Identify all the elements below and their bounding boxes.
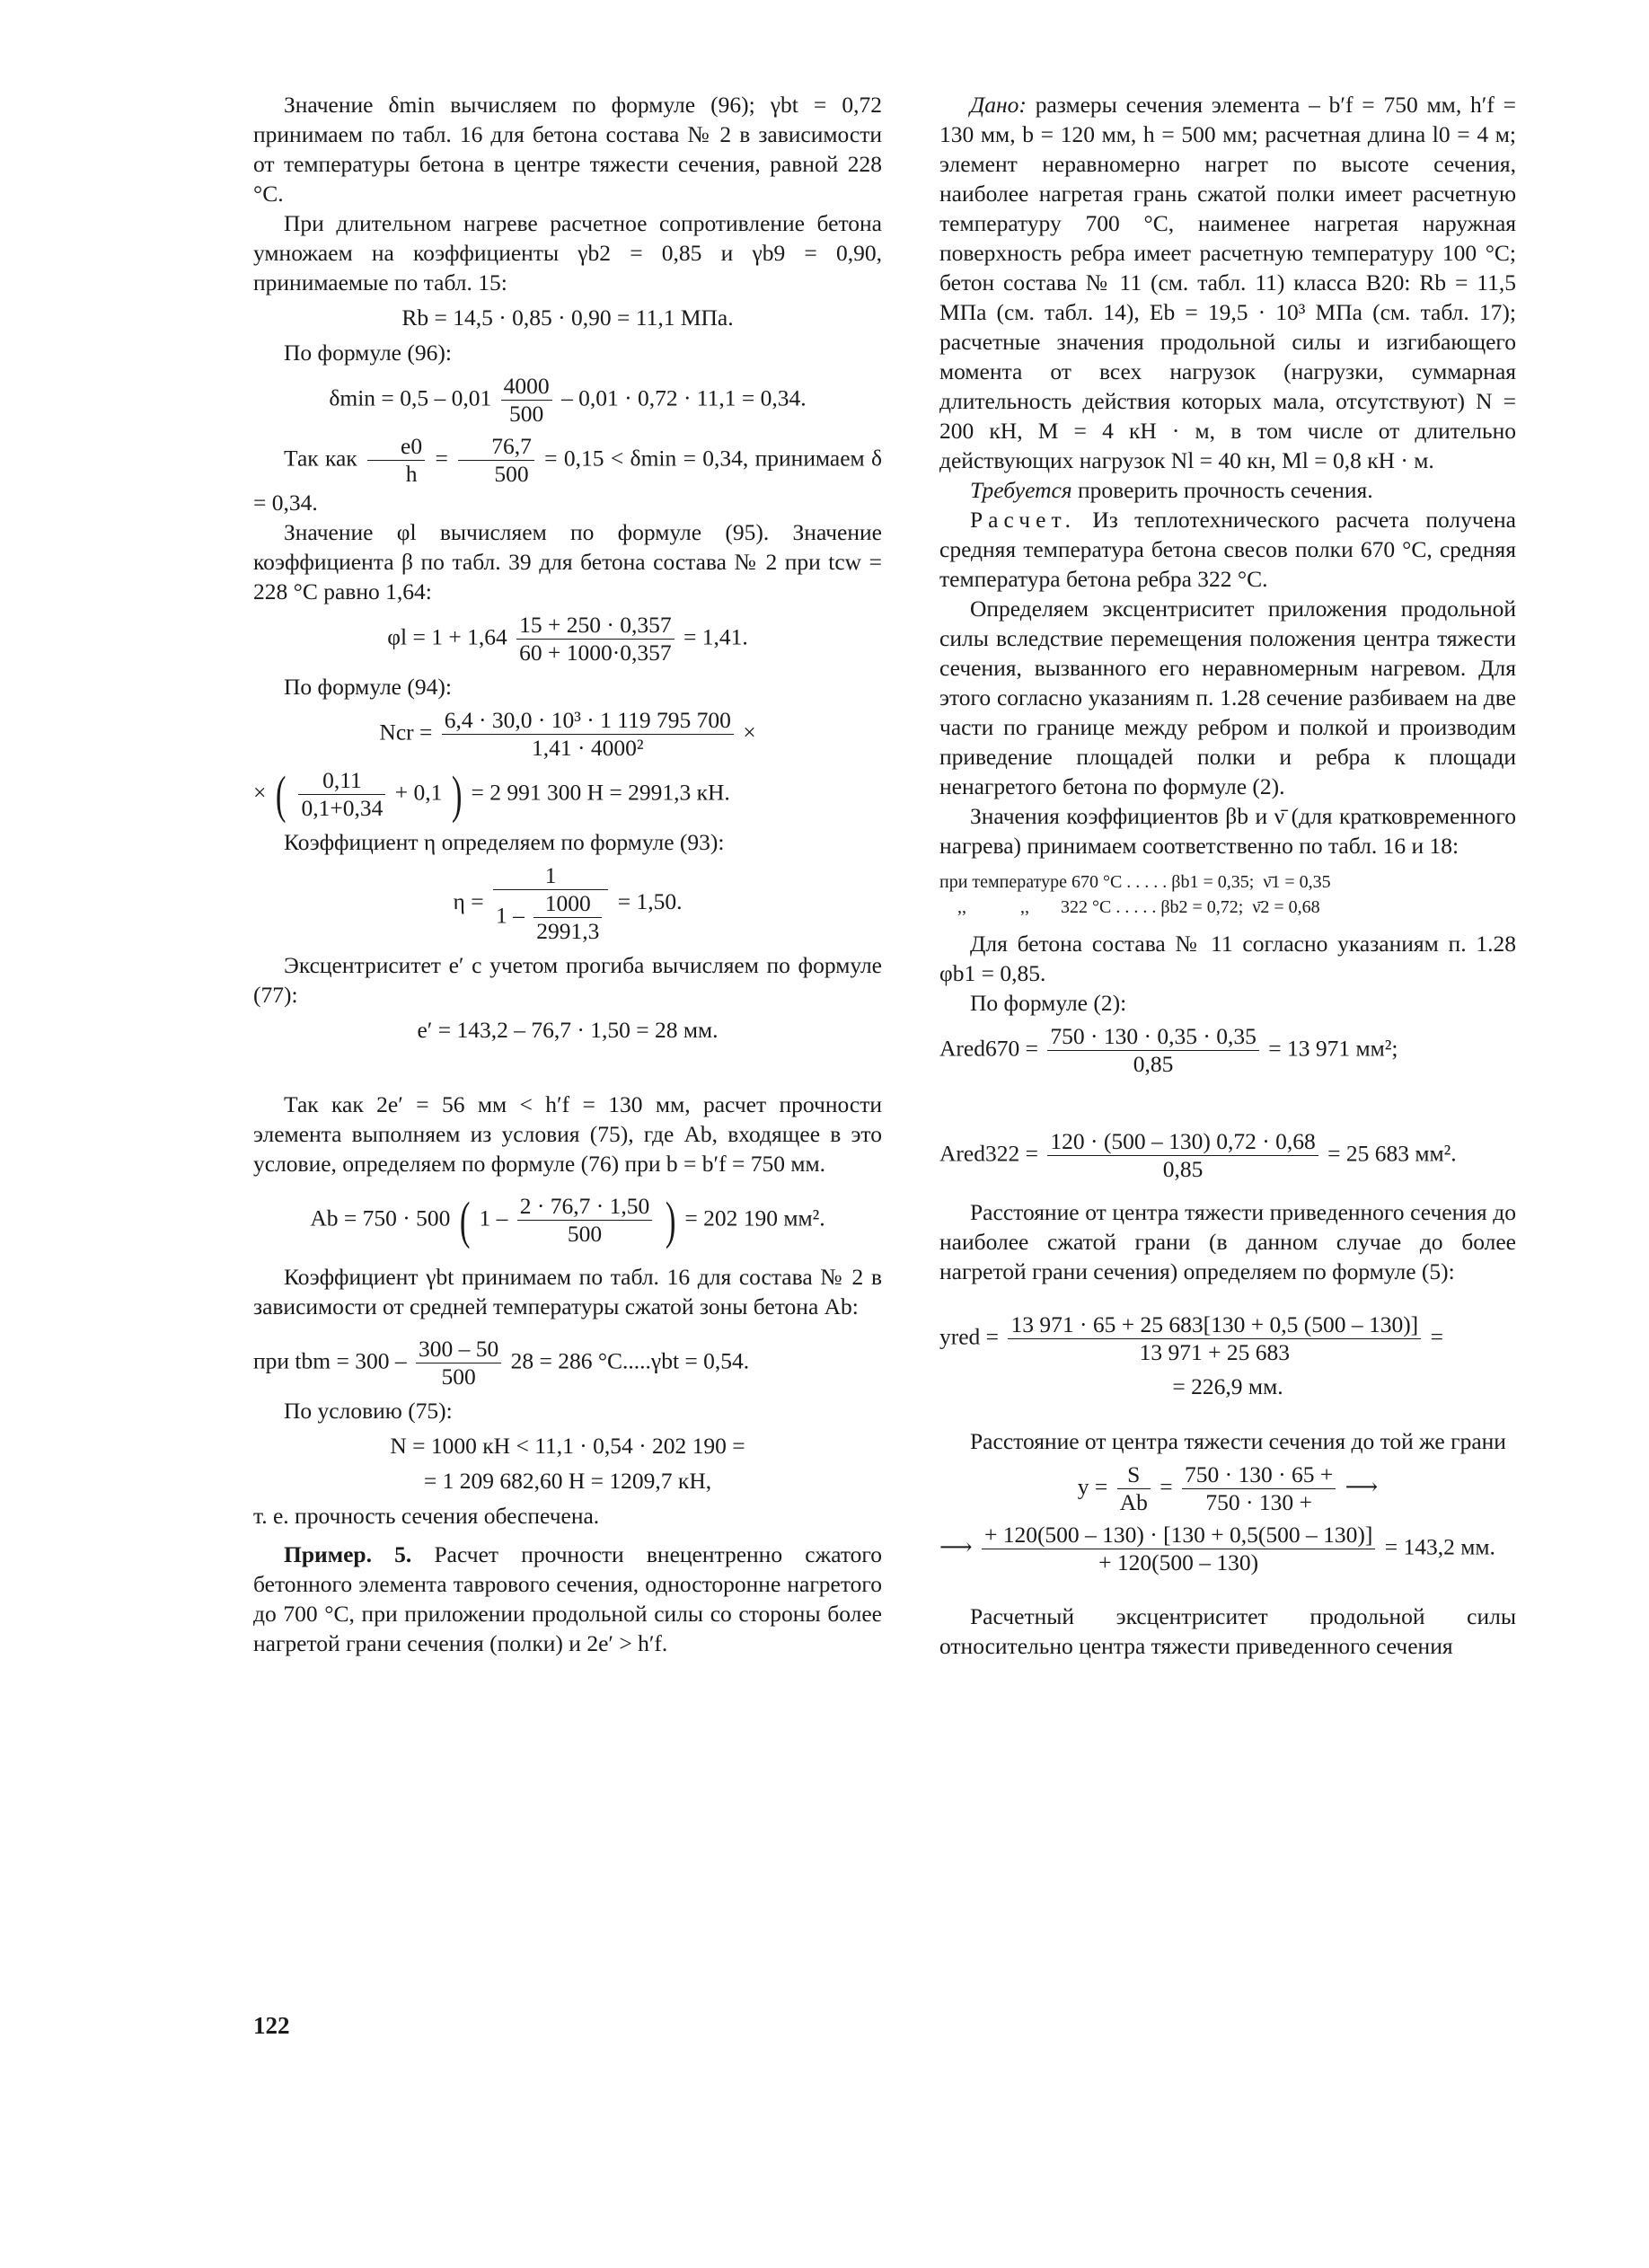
equation-ared322 xyxy=(939,1128,1516,1183)
fraction xyxy=(501,373,552,428)
denominator: 13 971 + 25 683 xyxy=(1139,1339,1291,1365)
numerator: 300 – 50 xyxy=(416,1336,501,1363)
equation-yred-result: = 226,9 мм. xyxy=(1172,1373,1283,1399)
fraction xyxy=(534,890,602,945)
right-paren: ) xyxy=(451,764,463,824)
paragraph: Коэффициент γbt принимаем по табл. 16 для состава № 2 в зависимости от средней температуры сжатой зоны бетона Ab: xyxy=(253,1264,882,1319)
eq-text: δmin = 0,5 – 0,01 xyxy=(329,384,492,411)
required-label: Требуется xyxy=(970,477,1072,503)
fraction xyxy=(1047,1128,1318,1183)
denominator: 500 xyxy=(441,1363,476,1390)
denominator: 0,1+0,34 xyxy=(301,795,384,821)
fraction xyxy=(493,862,608,945)
numerator: 0,11 xyxy=(298,767,385,795)
fraction xyxy=(516,612,675,666)
denominator: Ab xyxy=(1119,1489,1148,1515)
eq-text: Ab = 750 · 500 xyxy=(310,1205,451,1231)
fraction xyxy=(982,1522,1375,1576)
left-paren: ( xyxy=(275,764,287,824)
numerator: 750 · 130 · 0,35 · 0,35 xyxy=(1047,1023,1258,1051)
coef-row-1: при температуре 670 °С . . . . . βb1 = 0,35; ν̄1 = 0,35 xyxy=(939,872,1331,892)
paragraph: Определяем эксцентриситет приложения продольной силы вследствие перемещения положения центра тяжести сечения, вызванного его неравномерным нагревом. Для этого согласно указаниям п. 1.28 сечение разбиваем на две части по границе между ребром и полкой и производим приведение площадей полки и ребра к площади ненагретого бетона по формуле (2). xyxy=(939,596,1516,799)
left-paren: ( xyxy=(459,1190,471,1249)
equation-ncr xyxy=(253,707,882,762)
eq-text: – 0,01 · 0,72 · 11,1 = 0,34. xyxy=(560,384,807,411)
denominator: 500 xyxy=(494,461,529,487)
numerator: 15 + 250 · 0,357 xyxy=(516,612,675,640)
fraction xyxy=(1117,1461,1151,1516)
paragraph: При длительном нагреве расчетное сопротивление бетона умножаем на коэффициенты γb2 = 0,85 и γb9 = 0,90, принимаемые по табл. 15: xyxy=(253,210,882,296)
eq-text: = 202 190 мм². xyxy=(684,1205,825,1231)
numerator: 4000 xyxy=(501,373,552,401)
calc-label: Расчет. xyxy=(970,507,1077,533)
paragraph: Так как 2e′ = 56 мм < h′f = 130 мм, расчет прочности элемента выполняем из условия (75), где Ab, входящее в это условие, определяем по формуле (76) при b = b′f = 750 мм. xyxy=(253,1091,882,1177)
equation-ared670 xyxy=(939,1023,1516,1078)
eq-text: × xyxy=(253,779,267,806)
eq-text: = 13 971 мм²; xyxy=(1268,1035,1398,1062)
fraction xyxy=(367,433,425,488)
paragraph: т. е. прочность сечения обеспечена. xyxy=(253,1503,600,1529)
equation-n1: N = 1000 кН < 11,1 · 0,54 · 202 190 = xyxy=(390,1433,745,1459)
denominator: 1,41 · 4000² xyxy=(532,735,644,761)
eq-text: 1 – xyxy=(495,902,525,929)
eq-text: = 25 683 мм². xyxy=(1327,1140,1457,1167)
eq-text: при tbm = 300 – xyxy=(253,1347,407,1374)
text: размеры сечения элемента – b′f = 750 мм, h′f = 130 мм, b = 120 мм, h = 500 мм; расчетная длина l0 = 4 м; элемент неравномерно нагрет по высоте сечения, наиболее нагретая грань сжатой полки имеет расчетную температуру 700 °С, наименее нагретая наружная поверхность ребра имеет расчетную температуру 100 °С; бетон состава № 11 (см. табл. 11) класса В20: Rb = 11,5 МПа (см. табл. 14), Eb = 19,5 · 10³ МПа (см. табл. 17); расчетные значения продольной силы и изгибающего момента от всех нагрузок (нагрузки, суммарная длительность действия которых мала, отсутствуют) N = 200 кН, M = 4 кН · м, в том числе от длительно действующих нагрузок Nl = 40 кн, Ml = 0,8 кН · м. xyxy=(939,92,1517,473)
paragraph: По условию (75): xyxy=(284,1398,453,1424)
denominator: 0,85 xyxy=(1162,1156,1204,1182)
fraction xyxy=(1182,1461,1336,1516)
eq-text: yred = xyxy=(939,1323,1000,1350)
paragraph xyxy=(939,475,1516,505)
eq-text: η = xyxy=(453,887,484,914)
eq-text: = 1,50. xyxy=(617,887,683,914)
eq-text: Ared670 = xyxy=(939,1035,1038,1062)
denominator: 500 xyxy=(508,401,544,427)
paragraph: Расстояние от центра тяжести приведенного сечения до наиболее сжатой грани (в данном случае до более нагретой грани сечения) определяем по формуле (5): xyxy=(939,1199,1516,1284)
numerator: 13 971 · 65 + 25 683[130 + 0,5 (500 – 130)] xyxy=(1008,1311,1421,1339)
paragraph: Значение δmin вычисляем по формуле (96); γbt = 0,72 принимаем по табл. 16 для бетона состава № 2 в зависимости от температуры бетона в центре тяжести сечения, равной 228 °С. xyxy=(253,92,882,207)
arrow-icon: ⟶ xyxy=(1345,1473,1379,1500)
eq-text: = 2 991 300 Н = 2991,3 кН. xyxy=(471,779,730,806)
right-paren: ) xyxy=(665,1190,676,1249)
right-column xyxy=(939,90,1516,1661)
paragraph: По формуле (94): xyxy=(284,674,452,700)
page-number: 122 xyxy=(253,2012,290,2039)
numerator: 6,4 · 30,0 · 10³ · 1 119 795 700 xyxy=(442,707,734,735)
text: Так как xyxy=(284,445,357,472)
denominator: 0,85 xyxy=(1133,1051,1174,1077)
equation-phi xyxy=(253,612,882,666)
eq-text: 1 – xyxy=(479,1205,508,1231)
paragraph: Расстояние от центра тяжести сечения до той же грани xyxy=(970,1428,1506,1454)
eq-text: φl = 1 + 1,64 xyxy=(387,623,507,650)
equation-n2: = 1 209 682,60 Н = 1209,7 кН, xyxy=(423,1468,712,1494)
text: = 0,15 < δmin = 0,34, принимаем δ = 0,34. xyxy=(253,445,883,516)
numerator: 76,7 xyxy=(458,433,534,461)
equation-tbm xyxy=(253,1336,882,1390)
denominator: 500 xyxy=(567,1221,603,1247)
paragraph: Коэффициент η определяем по формуле (93): xyxy=(284,829,725,855)
fraction xyxy=(442,707,734,762)
denominator xyxy=(493,890,608,945)
fraction xyxy=(1008,1311,1421,1366)
paragraph xyxy=(253,1540,882,1658)
equation-ab xyxy=(253,1190,882,1249)
numerator: 1000 xyxy=(534,890,602,918)
numerator: S xyxy=(1117,1461,1151,1489)
denominator: 750 · 130 + xyxy=(1205,1489,1312,1515)
numerator: 2 · 76,7 · 1,50 xyxy=(517,1193,652,1221)
eq-text: = xyxy=(1160,1473,1173,1500)
fraction xyxy=(1047,1023,1258,1078)
left-column xyxy=(253,90,882,1658)
numerator: 1 xyxy=(493,862,608,890)
example-label: Пример. 5. xyxy=(284,1541,412,1567)
paragraph: Эксцентриситет e′ с учетом прогиба вычисляем по формуле (77): xyxy=(253,952,882,1008)
paragraph: Значения коэффициентов βb и ν̄ (для кратковременного нагрева) принимаем соответственно по табл. 16 и 18: xyxy=(939,803,1516,859)
eq-text: Ncr = xyxy=(379,719,433,746)
equation-e: e′ = 143,2 – 76,7 · 1,50 = 28 мм. xyxy=(417,1017,719,1043)
paragraph xyxy=(939,505,1516,594)
equation-eta xyxy=(253,862,882,945)
paragraph: Для бетона состава № 11 согласно указаниям п. 1.28 φb1 = 0,85. xyxy=(939,931,1516,986)
fraction xyxy=(517,1193,652,1248)
text: проверить прочность сечения. xyxy=(1078,477,1373,503)
paragraph: По формуле (2): xyxy=(970,990,1127,1016)
denominator: h xyxy=(405,461,418,487)
numerator: e0 xyxy=(367,433,425,461)
paragraph: Расчетный эксцентриситет продольной силы относительно центра тяжести приведенного сечения xyxy=(939,1603,1516,1659)
fraction xyxy=(458,433,534,488)
eq-text: Ared322 = xyxy=(939,1140,1038,1167)
equation-rb: Rb = 14,5 · 0,85 · 0,90 = 11,1 МПа. xyxy=(401,304,734,331)
given-label: Дано: xyxy=(970,92,1027,118)
eq-text: × xyxy=(743,719,756,746)
denominator: + 120(500 – 130) xyxy=(1098,1549,1259,1575)
text: Расчет прочности внецентренно сжатого бетонного элемента таврового сечения, односторонне нагретого до 700 °С, при приложении продольной силы со стороны более нагретой грани сечения (полки) и 2e′ > h′f. xyxy=(253,1541,882,1656)
eq-text: + 0,1 xyxy=(394,779,443,806)
text: Из теплотехнического расчета получена средняя температура бетона свесов полки 670 °С, средняя температура бетона ребра 322 °С. xyxy=(939,507,1517,592)
denominator: 2991,3 xyxy=(536,918,600,944)
eq-text: = xyxy=(435,445,448,472)
equation-ncr-cont xyxy=(253,764,882,824)
denominator: 60 + 1000·0,357 xyxy=(519,640,672,666)
paragraph: Значение φl вычисляем по формуле (95). Значение коэффициента β по табл. 39 для бетона состава № 2 при tcw = 228 °С равно 1,64: xyxy=(253,519,882,605)
numerator: 750 · 130 · 65 + xyxy=(1182,1461,1336,1489)
eq-text: = 1,41. xyxy=(683,623,748,650)
fraction xyxy=(298,767,385,822)
equation-y-cont xyxy=(939,1522,1516,1576)
paragraph xyxy=(253,433,882,517)
numerator: 120 · (500 – 130) 0,72 · 0,68 xyxy=(1047,1128,1318,1156)
eq-text: y = xyxy=(1077,1473,1108,1500)
coef-row-2: ,, ,, 322 °С . . . . . βb2 = 0,72; ν̄2 = 0,68 xyxy=(939,897,1320,917)
fraction xyxy=(416,1336,501,1390)
eq-text: = 143,2 мм. xyxy=(1384,1533,1495,1560)
paragraph xyxy=(939,90,1516,475)
paragraph: По формуле (96): xyxy=(284,340,452,366)
numerator: + 120(500 – 130) · [130 + 0,5(500 – 130)] xyxy=(982,1522,1375,1549)
eq-text: 28 = 286 °С.....γbt = 0,54. xyxy=(510,1347,750,1374)
equation-dmin xyxy=(253,373,882,428)
arrow-icon: ⟶ xyxy=(939,1533,973,1560)
eq-text: = xyxy=(1430,1323,1443,1350)
equation-y xyxy=(939,1461,1516,1516)
equation-yred xyxy=(939,1311,1516,1366)
